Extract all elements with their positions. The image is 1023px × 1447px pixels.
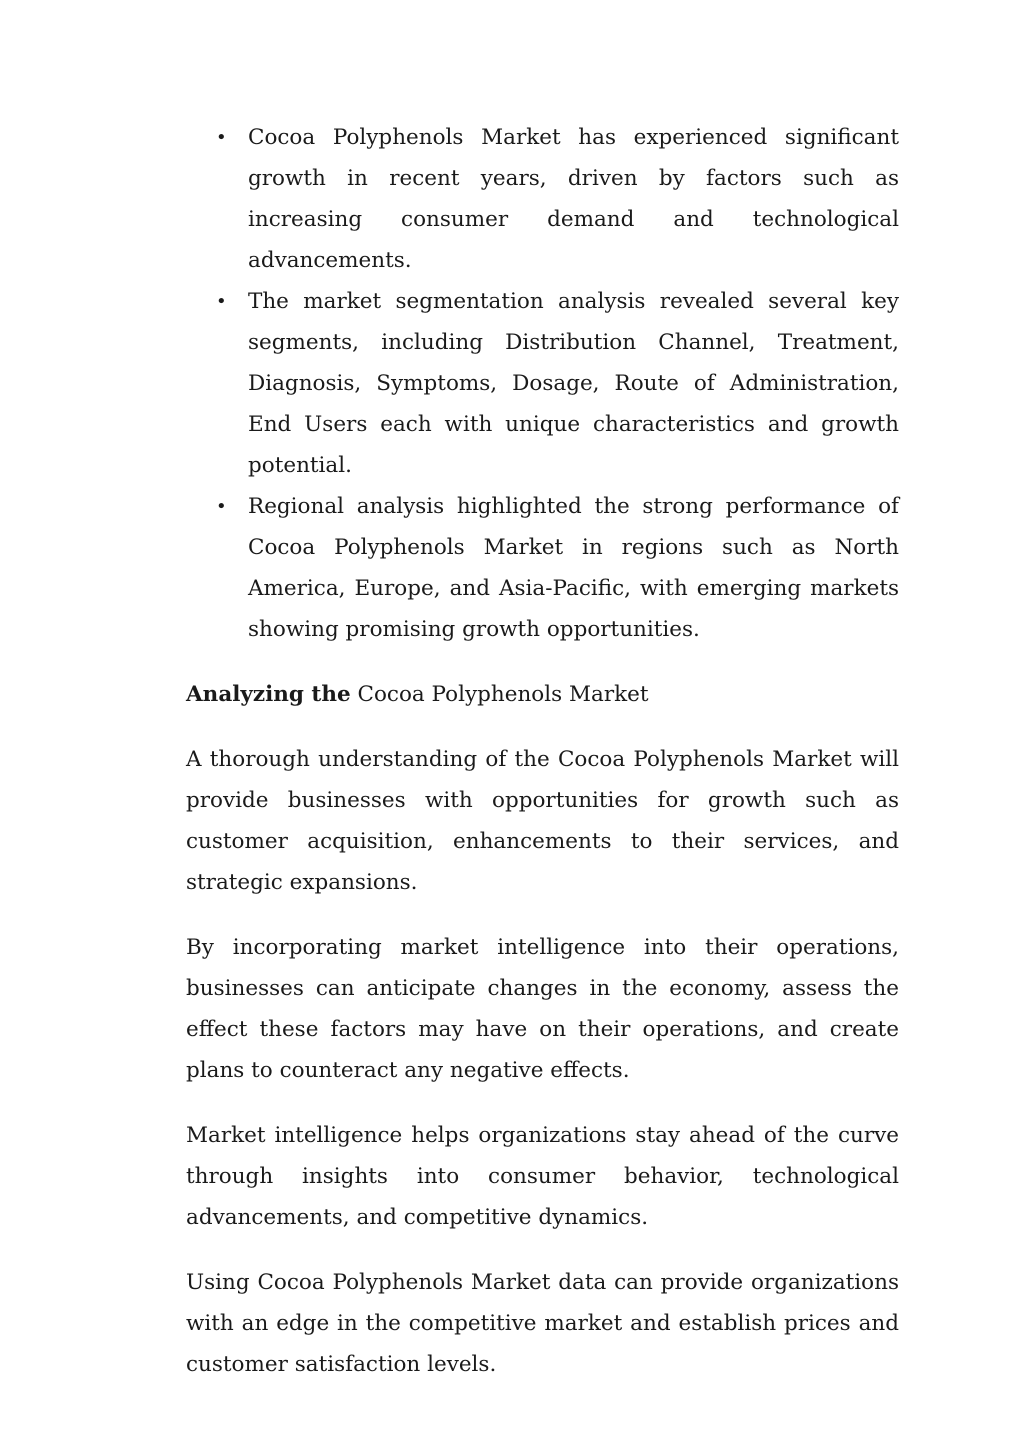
- paragraph: Market intelligence helps organizations stay ahead of the curve through insights into consumer behavior, technological advancements, and competitive dynamics.: [186, 1123, 899, 1230]
- section-heading-bold: Analyzing the: [186, 682, 351, 707]
- bullet-text: The market segmentation analysis revealed several key segments, including Distribution Channel, Treatment, Diagnosis, Symptoms, Dosage, Route of Administration, End Users each with unique characteristics and growth potential.: [248, 289, 899, 478]
- bullet-text: Cocoa Polyphenols Market has experienced significant growth in recent years, driven by factors such as increasing consumer demand and technological advancements.: [248, 125, 899, 273]
- bullet-item: [216, 486, 899, 650]
- document-page: [186, 117, 899, 1385]
- section-heading: [186, 674, 899, 715]
- paragraph: Using Cocoa Polyphenols Market data can provide organizations with an edge in the competitive market and establish prices and customer satisfaction levels.: [186, 1270, 899, 1377]
- paragraph: A thorough understanding of the Cocoa Polyphenols Market will provide businesses with opportunities for growth such as customer acquisition, enhancements to their services, and strategic expansions.: [186, 747, 899, 895]
- summary-bullet-list: [186, 117, 899, 650]
- bullet-item: [216, 117, 899, 281]
- bullet-item: [216, 281, 899, 486]
- bullet-icon: •: [216, 496, 227, 517]
- bullet-icon: •: [216, 291, 227, 312]
- bullet-text: Regional analysis highlighted the strong performance of Cocoa Polyphenols Market in regions such as North America, Europe, and Asia-Pacific, with emerging markets showing promising growth opportunities.: [248, 494, 899, 642]
- paragraph: By incorporating market intelligence into their operations, businesses can anticipate changes in the economy, assess the effect these factors may have on their operations, and create plans to counteract any negative effects.: [186, 935, 899, 1083]
- bullet-icon: •: [216, 127, 227, 148]
- section-heading-rest: Cocoa Polyphenols Market: [350, 682, 649, 707]
